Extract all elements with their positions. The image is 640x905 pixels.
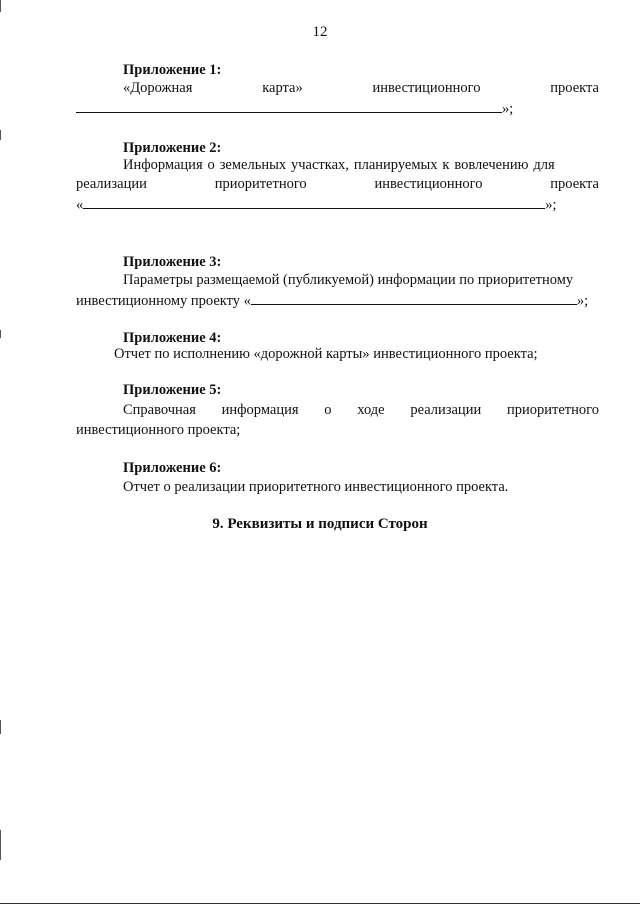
appendix-3-text: инвестиционному проекту « bbox=[76, 293, 251, 309]
appendix-3-line-2 bbox=[76, 292, 588, 310]
scan-edge-mark bbox=[0, 330, 1, 338]
appendix-3-title: Приложение 3: bbox=[123, 254, 222, 270]
section-heading: 9. Реквизиты и подписи Сторон bbox=[212, 516, 428, 532]
appendix-4-title: Приложение 4: bbox=[123, 330, 222, 346]
appendix-2-line-2 bbox=[76, 176, 599, 193]
appendix-1-title: Приложение 1: bbox=[123, 62, 222, 78]
appendix-1-line-2 bbox=[76, 100, 513, 118]
appendix-4-line-1: Отчет по исполнению «дорожной карты» инвестиционного проекта; bbox=[114, 346, 538, 362]
appendix-2-word: инвестиционного bbox=[374, 176, 483, 192]
appendix-2-line-1 bbox=[123, 157, 599, 174]
scan-bottom-edge bbox=[0, 903, 640, 904]
appendix-3-blank-field[interactable] bbox=[251, 292, 577, 305]
appendix-5-word: ходе bbox=[357, 402, 385, 418]
appendix-2-word: реализации bbox=[76, 176, 147, 192]
appendix-1-line-1 bbox=[123, 80, 599, 97]
scan-edge-mark bbox=[0, 830, 1, 860]
appendix-5-word: приоритетного bbox=[506, 402, 599, 418]
appendix-2-close-quote: »; bbox=[545, 197, 557, 213]
appendix-5-word: о bbox=[324, 402, 332, 418]
appendix-2-word: проекта bbox=[550, 176, 599, 192]
appendix-1-word: карта» bbox=[262, 80, 303, 96]
scan-edge-mark bbox=[0, 0, 1, 12]
appendix-1-close-quote: »; bbox=[502, 101, 514, 117]
appendix-1-word: проекта bbox=[550, 80, 599, 96]
scan-edge-mark bbox=[0, 130, 1, 140]
appendix-2-open-quote: « bbox=[76, 197, 84, 213]
appendix-1-blank-field[interactable] bbox=[76, 100, 502, 113]
appendix-6-line-1: Отчет о реализации приоритетного инвестиционного проекта. bbox=[123, 479, 509, 495]
appendix-3-close-quote: »; bbox=[576, 293, 589, 309]
appendix-2-line-3 bbox=[76, 196, 557, 214]
appendix-1-word: инвестиционного bbox=[372, 80, 481, 96]
appendix-3-line-1: Параметры размещаемой (публикуемой) информации по приоритетному bbox=[123, 272, 574, 288]
page-number: 12 bbox=[312, 24, 328, 40]
appendix-5-title: Приложение 5: bbox=[123, 382, 222, 398]
appendix-2-blank-field[interactable] bbox=[83, 196, 545, 209]
appendix-5-line-1 bbox=[123, 402, 599, 419]
appendix-2-title: Приложение 2: bbox=[123, 140, 222, 156]
appendix-1-word: «Дорожная bbox=[123, 80, 193, 96]
appendix-6-title: Приложение 6: bbox=[123, 460, 222, 476]
appendix-5-word: информация bbox=[221, 402, 299, 418]
appendix-5-line-2: инвестиционного проекта; bbox=[76, 422, 241, 438]
appendix-5-word: Справочная bbox=[123, 402, 196, 418]
appendix-5-word: реализации bbox=[410, 402, 482, 418]
scan-edge-mark bbox=[0, 720, 1, 734]
appendix-2-text: Информация о земельных участках, планируемых к вовлечению для bbox=[123, 157, 555, 173]
appendix-2-word: приоритетного bbox=[214, 176, 307, 192]
